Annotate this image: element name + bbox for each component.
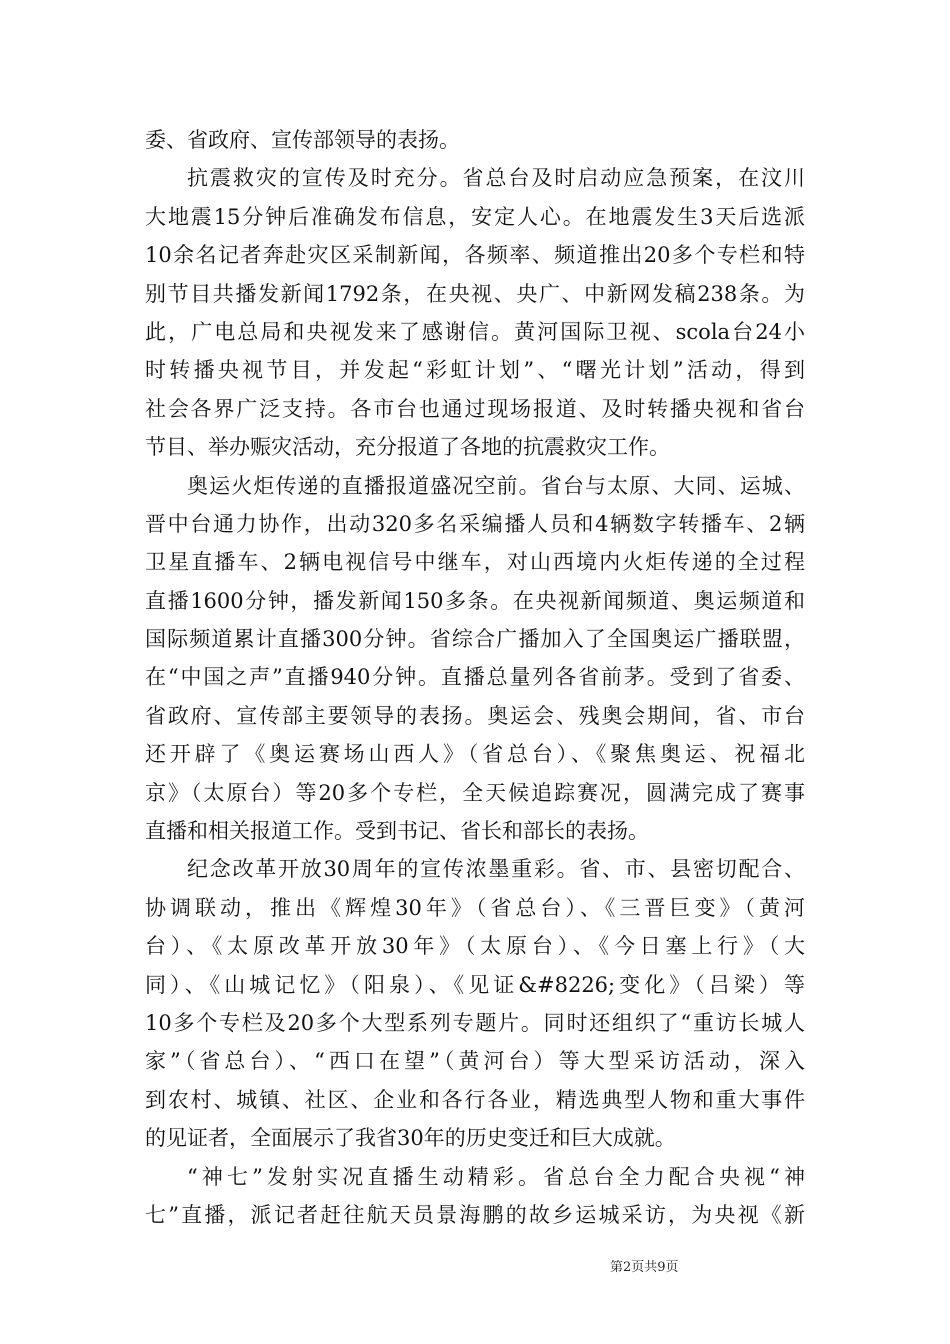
body-text bbox=[145, 121, 805, 1234]
text-line: “神七”发射实况直播生动精彩。省总台全力配合央视“神 bbox=[187, 1164, 805, 1189]
text-line: 省政府、宣传部主要领导的表扬。奥运会、残奥会期间，省、市台 bbox=[145, 703, 805, 728]
text-line: 七”直播，派记者赶往航天员景海鹏的故乡运城采访，为央视《新 bbox=[145, 1202, 805, 1227]
text-line: 纪念改革开放30周年的宣传浓墨重彩。省、市、县密切配合、 bbox=[187, 857, 805, 882]
text-line: 10多个专栏及20多个大型系列专题片。同时还组织了“重访长城人 bbox=[145, 1010, 805, 1035]
text-line: 社会各界广泛支持。各市台也通过现场报道、及时转播央视和省台 bbox=[145, 396, 805, 421]
text-line: 10余名记者奔赴灾区采制新闻，各频率、频道推出20多个专栏和特 bbox=[145, 243, 805, 268]
text-line: 奥运火炬传递的直播报道盛况空前。省台与太原、大同、运城、 bbox=[187, 473, 805, 498]
text-line: 此，广电总局和央视发来了感谢信。黄河国际卫视、scola台24小 bbox=[145, 319, 805, 344]
text-line: 的见证者，全面展示了我省30年的历史变迁和巨大成就。 bbox=[145, 1126, 676, 1151]
text-line: 在“中国之声”直播940分钟。直播总量列各省前茅。受到了省委、 bbox=[145, 665, 805, 690]
text-line: 卫星直播车、2辆电视信号中继车，对山西境内火炬传递的全过程 bbox=[145, 550, 805, 575]
text-line: 直播和相关报道工作。受到书记、省长和部长的表扬。 bbox=[145, 819, 649, 844]
text-line: 到农村、城镇、社区、企业和各行各业，精选典型人物和重大事件 bbox=[145, 1087, 805, 1112]
text-line: 节目、举办赈灾活动，充分报道了各地的抗震救灾工作。 bbox=[145, 435, 670, 460]
text-line: 同）、《山城记忆》（阳泉）、《见证&#8226;变化》（吕梁）等 bbox=[145, 972, 805, 997]
text-line: 大地震15分钟后准确发布信息，安定人心。在地震发生3天后选派 bbox=[145, 204, 805, 229]
text-line: 晋中台通力协作，出动320多名采编播人员和4辆数字转播车、2辆 bbox=[145, 511, 805, 536]
text-line: 协调联动，推出《辉煌30年》（省总台）、《三晋巨变》（黄河 bbox=[145, 895, 805, 920]
text-line: 直播1600分钟，播发新闻150多条。在央视新闻频道、奥运频道和 bbox=[145, 588, 805, 613]
text-line: 抗震救灾的宣传及时充分。省总台及时启动应急预案，在汶川 bbox=[187, 166, 805, 191]
text-line: 还开辟了《奥运赛场山西人》（省总台）、《聚焦奥运、祝福北 bbox=[145, 742, 805, 767]
text-line: 国际频道累计直播300分钟。省综合广播加入了全国奥运广播联盟， bbox=[145, 627, 805, 652]
text-line: 台）、《太原改革开放30年》（太原台）、《今日塞上行》（大 bbox=[145, 934, 805, 959]
text-line: 别节目共播发新闻1792条，在央视、央广、中新网发稿238条。为 bbox=[145, 281, 805, 306]
text-line: 委、省政府、宣传部领导的表扬。 bbox=[145, 128, 460, 152]
text-line: 时转播央视节目，并发起“彩虹计划”、“曙光计划”活动，得到 bbox=[145, 358, 805, 383]
page-number: 第2页共9页 bbox=[610, 1260, 679, 1275]
text-line: 京》（太原台）等20多个专栏，全天候追踪赛况，圆满完成了赛事 bbox=[145, 780, 805, 805]
text-line: 家”（省总台）、“西口在望”（黄河台）等大型采访活动，深入 bbox=[145, 1049, 805, 1074]
